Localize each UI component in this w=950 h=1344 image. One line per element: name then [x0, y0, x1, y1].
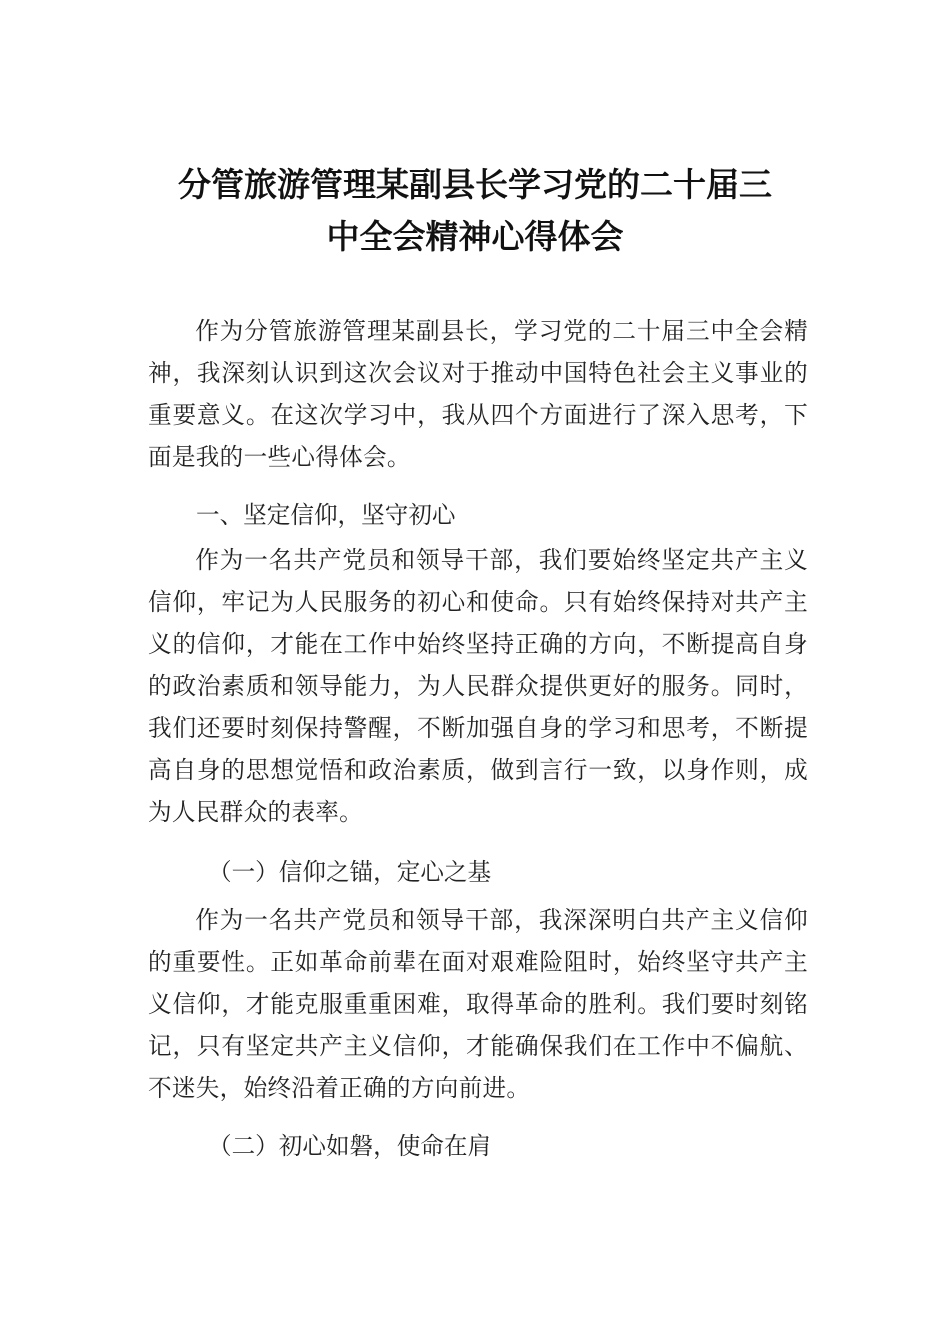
section-1-heading: 一、坚定信仰，坚守初心 [196, 501, 456, 529]
subsection-1-paragraph: 作为一名共产党员和领导干部，我深深明白共产主义信仰的重要性。正如革命前辈在面对艰难险阻时，始终坚守共产主义信仰，才能克服重重困难，取得革命的胜利。我们要时刻铭记，只有坚定共产主义信仰，才能确保我们在工作中不偏航、不迷失，始终沿着正确的方向前进。 [148, 906, 808, 1102]
subsection-1-heading: （一）信仰之锚，定心之基 [208, 858, 492, 886]
intro-paragraph: 作为分管旅游管理某副县长，学习党的二十届三中全会精神，我深刻认识到这次会议对于推动中国特色社会主义事业的重要意义。在这次学习中，我从四个方面进行了深入思考，下面是我的一些心得体会。 [148, 317, 808, 471]
section-1-paragraph: 作为一名共产党员和领导干部，我们要始终坚定共产主义信仰，牢记为人民服务的初心和使命。只有始终保持对共产主义的信仰，才能在工作中始终坚持正确的方向，不断提高自身的政治素质和领导能力，为人民群众提供更好的服务。同时，我们还要时刻保持警醒，不断加强自身的学习和思考，不断提高自身的思想觉悟和政治素质，做到言行一致，以身作则，成为人民群众的表率。 [148, 546, 808, 826]
document-title-line-1: 分管旅游管理某副县长学习党的二十届三 [178, 165, 772, 204]
document-title-line-2: 中全会精神心得体会 [326, 217, 624, 256]
subsection-2-heading: （二）初心如磐，使命在肩 [208, 1132, 492, 1160]
